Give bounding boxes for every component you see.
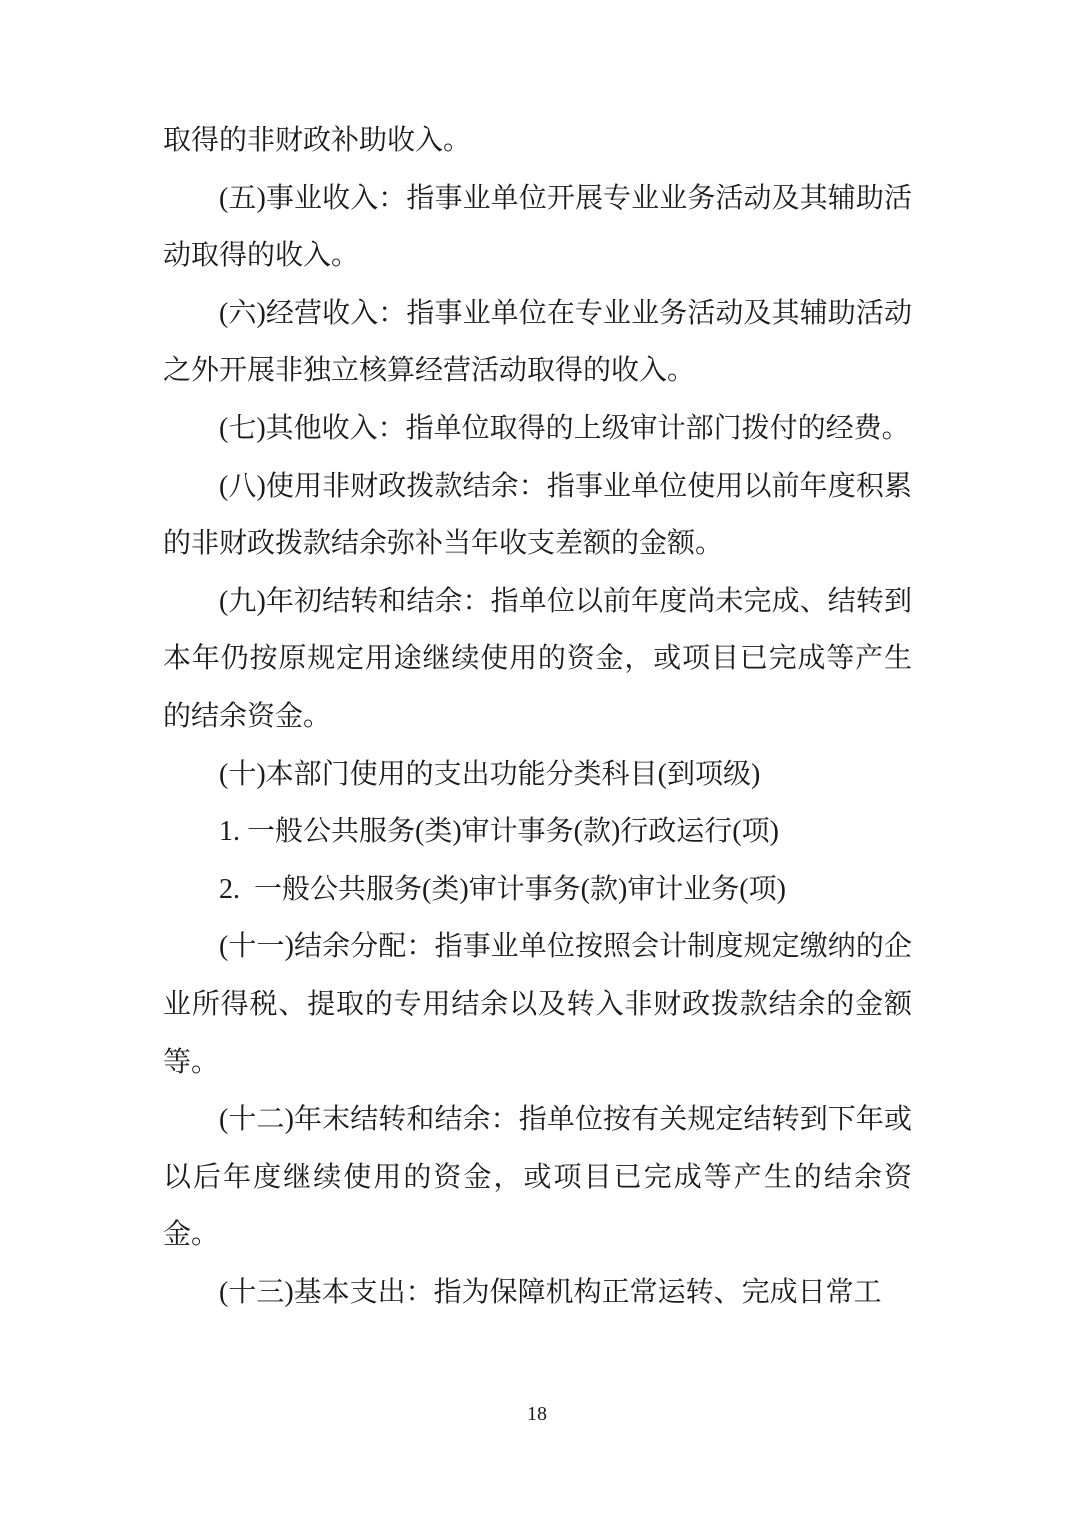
paragraph-continuation: 取得的非财政补助收入。 (163, 125, 472, 156)
paragraph-item-11: (十一)结余分配：指事业单位按照会计制度规定缴纳的企业所得税、提取的专用结余以及转入非财政拨款结余的金额等。 (163, 931, 912, 1078)
paragraph-item-12: (十二)年末结转和结余：指单位按有关规定结转到下年或以后年度继续使用的资金，或项目已完成等产生的结余资金。 (163, 1104, 912, 1251)
document-body (163, 112, 912, 1321)
paragraph-item-13: (十三)基本支出：指为保障机构正常运转、完成日常工 (219, 1276, 882, 1308)
paragraph-item-5: (五)事业收入：指事业单位开展专业业务活动及其辅助活动取得的收入。 (163, 182, 912, 272)
paragraph-list-item-2: 2. 一般公共服务(类)审计事务(款)审计业务(项) (219, 873, 786, 905)
paragraph-item-7: (七)其他收入：指单位取得的上级审计部门拨付的经费。 (219, 412, 910, 444)
paragraph-item-6: (六)经营收入：指事业单位在专业业务活动及其辅助活动之外开展非独立核算经营活动取得的收入。 (163, 297, 912, 387)
paragraph-item-10: (十)本部门使用的支出功能分类科目(到项级) (219, 758, 761, 790)
paragraph-item-8: (八)使用非财政拨款结余：指事业单位使用以前年度积累的非财政拨款结余弥补当年收支差额的金额。 (163, 470, 912, 560)
page-number: 18 (527, 1403, 547, 1425)
paragraph-list-item-1: 1. 一般公共服务(类)审计事务(款)行政运行(项) (219, 816, 779, 848)
paragraph-item-9: (九)年初结转和结余：指单位以前年度尚未完成、结转到本年仍按原规定用途继续使用的资金，或项目已完成等产生的结余资金。 (163, 585, 912, 732)
